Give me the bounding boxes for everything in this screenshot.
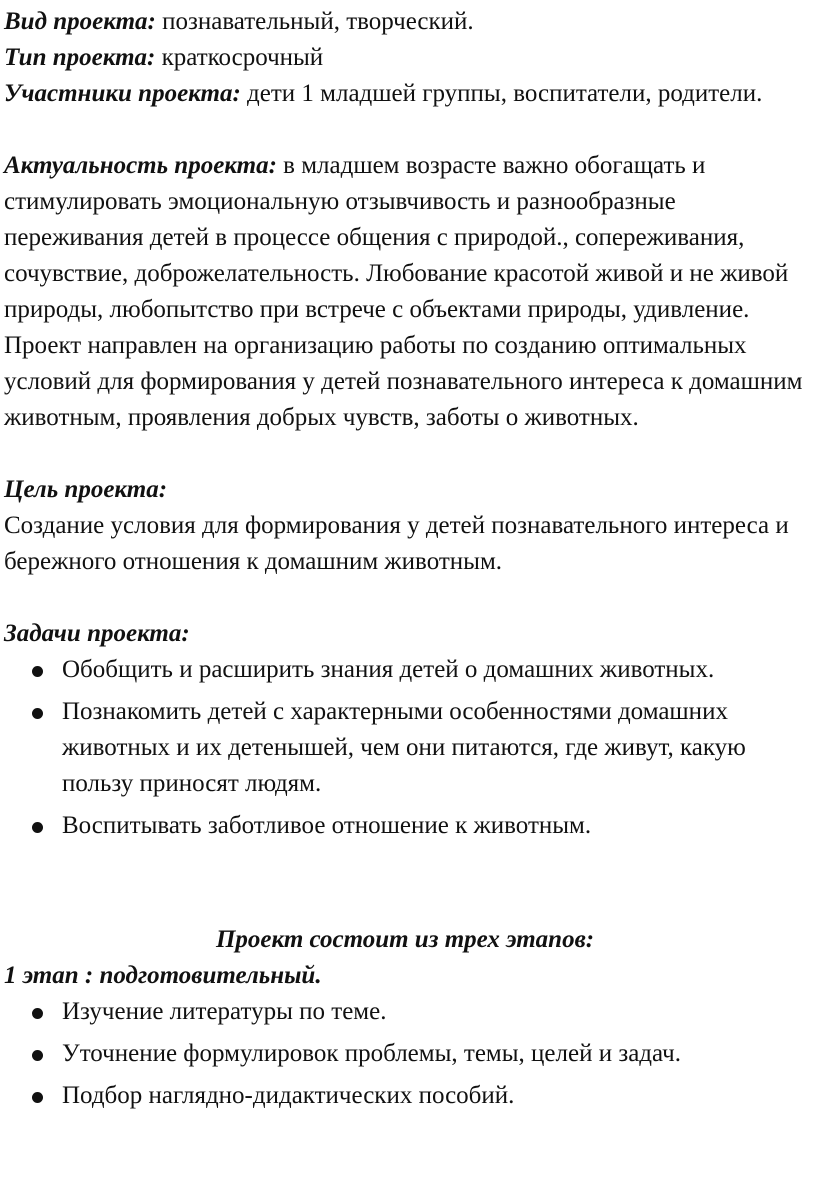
list-item-text: Воспитывать заботливое отношение к животным. xyxy=(62,812,592,839)
participants-label: Участники проекта: xyxy=(4,80,241,107)
list-item-text: Подбор наглядно-дидактических пособий. xyxy=(62,1082,515,1109)
goal-text: Создание условия для формирования у детей познавательного интереса и бережного отношения к домашним животным. xyxy=(4,512,789,575)
stages-heading: Проект состоит из трех этапов: xyxy=(215,926,595,953)
list-item xyxy=(4,652,806,688)
bullet-icon xyxy=(32,666,43,677)
list-item-text: Изучение литературы по теме. xyxy=(62,998,387,1025)
goal-heading xyxy=(4,472,806,508)
tasks-heading xyxy=(4,616,806,652)
spacer xyxy=(4,850,806,922)
spacer xyxy=(4,112,806,148)
list-item xyxy=(4,694,806,802)
project-type-line xyxy=(4,4,806,40)
tasks-list xyxy=(4,652,806,844)
list-item-text: Уточнение формулировок проблемы, темы, целей и задач. xyxy=(62,1040,681,1067)
list-item xyxy=(4,808,806,844)
stage1-title: 1 этап : подготовительный. xyxy=(4,962,322,989)
relevance-paragraph xyxy=(4,148,806,436)
project-type-label: Вид проекта: xyxy=(4,8,156,35)
list-item xyxy=(4,994,806,1030)
list-item xyxy=(4,1078,806,1114)
bullet-icon xyxy=(32,822,43,833)
bullet-icon xyxy=(32,1008,43,1019)
relevance-text: в младшем возрасте важно обогащать и стимулировать эмоциональную отзывчивость и разнообразные переживания детей в процессе общения с природой., сопереживания, сочувствие, доброжелательность. Любование красотой живой и не живой природы, любопытство при встрече с объектами природы, удивление. Проект направлен на организацию работы по созданию оптимальных условий для формирования у детей познавательного интереса к домашним животным, проявления добрых чувств, заботы о животных. xyxy=(4,152,803,431)
participants-value: дети 1 младшей группы, воспитатели, родители. xyxy=(240,80,763,107)
bullet-icon xyxy=(32,1092,43,1103)
relevance-label: Актуальность проекта: xyxy=(4,152,277,179)
list-item xyxy=(4,1036,806,1072)
spacer xyxy=(4,436,806,472)
project-type-value: познавательный, творческий. xyxy=(155,8,474,35)
list-item-text: Обобщить и расширить знания детей о домашних животных. xyxy=(62,656,715,683)
bullet-icon xyxy=(32,708,43,719)
spacer xyxy=(4,580,806,616)
project-kind-label: Тип проекта: xyxy=(4,44,156,71)
participants-line xyxy=(4,76,806,112)
project-kind-value: краткосрочный xyxy=(155,44,324,71)
goal-label: Цель проекта: xyxy=(4,476,168,503)
stage1-list xyxy=(4,994,806,1114)
bullet-icon xyxy=(32,1050,43,1061)
project-kind-line xyxy=(4,40,806,76)
list-item-text: Познакомить детей с характерными особенностями домашних животных и их детенышей, чем они питаются, где живут, какую пользу приносят людям. xyxy=(62,698,746,797)
tasks-label: Задачи проекта: xyxy=(4,620,190,647)
